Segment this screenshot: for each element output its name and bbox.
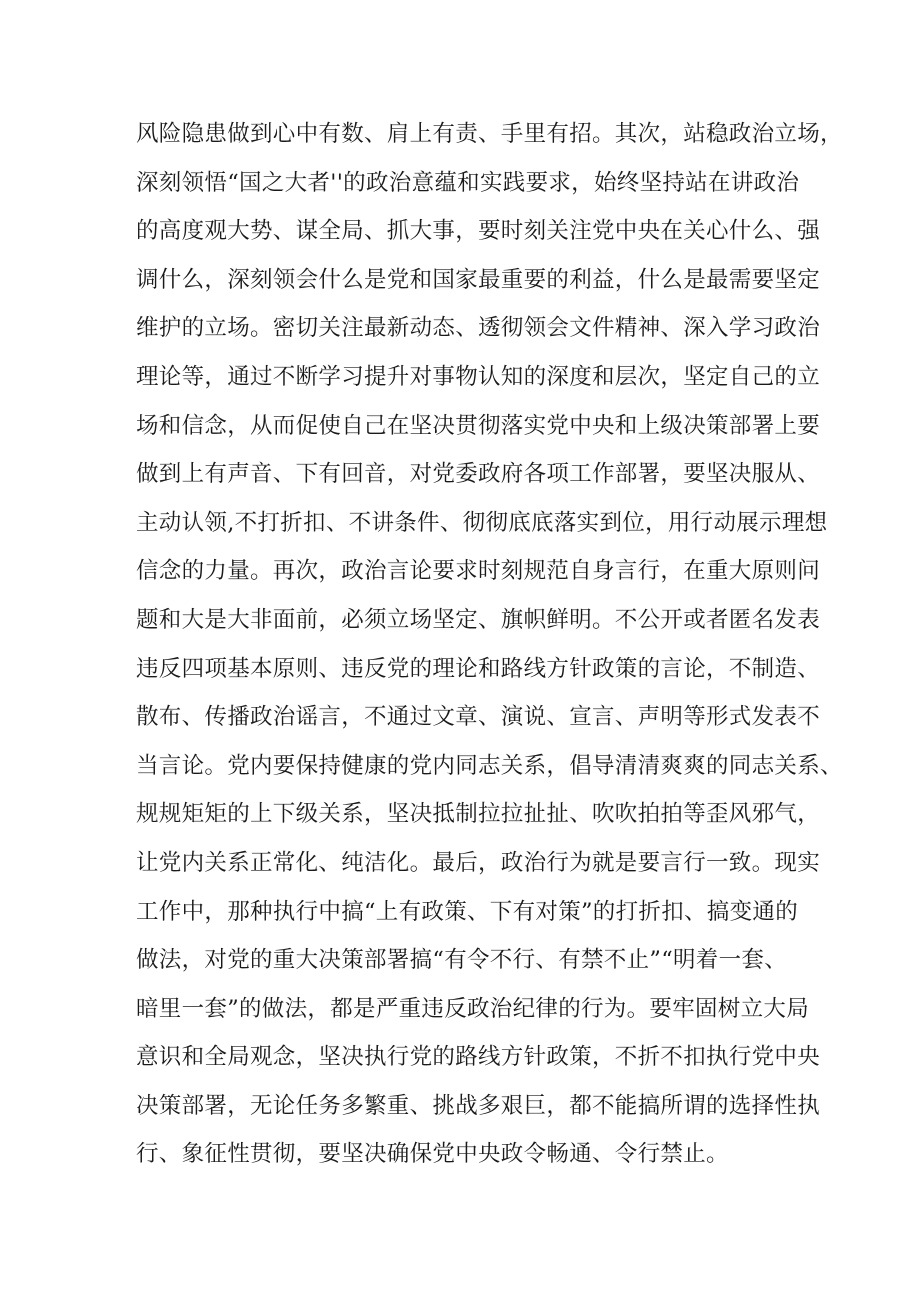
text-line: 调什么，深刻领会什么是党和国家最重要的利益，什么是最需要坚定	[136, 266, 821, 293]
text-line: 信念的力量。再次，政治言论要求时刻规范自身言行，在重大原则问	[136, 558, 821, 585]
text-line: 让党内关系正常化、纯洁化。最后，政治行为就是要言行一致。现实	[136, 849, 821, 876]
text-line: 场和信念，从而促使自己在坚决贯彻落实党中央和上级决策部署上要	[136, 412, 821, 439]
text-line: 违反四项基本原则、违反党的理论和路线方针政策的言论，不制造、	[136, 655, 821, 682]
text-line: 做到上有声音、下有回音，对党委政府各项工作部署，要坚决服从、	[136, 461, 821, 488]
text-line: 意识和全局观念，坚决执行党的路线方针政策，不折不扣执行党中央	[136, 1044, 821, 1071]
text-line: 行、象征性贯彻，要坚决确保党中央政令畅通、令行禁止。	[136, 1141, 729, 1168]
text-line: 决策部署，无论任务多繁重、挑战多艰巨，都不能搞所谓的选择性执	[136, 1092, 821, 1119]
text-line: 题和大是大非面前，必须立场坚定、旗帜鲜明。不公开或者匿名发表	[136, 606, 821, 633]
text-line: 当言论。党内要保持健康的党内同志关系，倡导清清爽爽的同志关系、	[136, 752, 843, 779]
text-line: 深刻领悟“国之大者''的政治意蕴和实践要求，始终坚持站在讲政治	[136, 169, 800, 196]
text-line: 做法，对党的重大决策部署搞“有令不行、有禁不止”“明着一套、	[136, 947, 788, 974]
text-line: 暗里一套”的做法，都是严重违反政治纪律的行为。要牢固树立大局	[136, 995, 810, 1022]
text-line: 理论等，通过不断学习提升对事物认知的深度和层次，坚定自己的立	[136, 363, 821, 390]
text-line: 规规矩矩的上下级关系，坚决抵制拉拉扯扯、吹吹拍拍等歪风邪气，	[136, 801, 821, 828]
text-line: 工作中，那种执行中搞“上有政策、下有对策”的打折扣、搞变通的	[136, 898, 799, 925]
text-line: 主动认领,不打折扣、不讲条件、彻彻底底落实到位，用行动展示理想	[136, 509, 828, 536]
text-line: 散布、传播政治谣言，不通过文章、演说、宣言、声明等形式发表不	[136, 704, 821, 731]
body-paragraph	[136, 110, 843, 1179]
text-line: 的高度观大势、谋全局、抓大事，要时刻关注党中央在关心什么、强	[136, 218, 821, 245]
text-line: 维护的立场。密切关注最新动态、透彻领会文件精神、深入学习政治	[136, 315, 821, 342]
text-line: 风险隐患做到心中有数、肩上有责、手里有招。其次，站稳政治立场，	[136, 121, 843, 147]
